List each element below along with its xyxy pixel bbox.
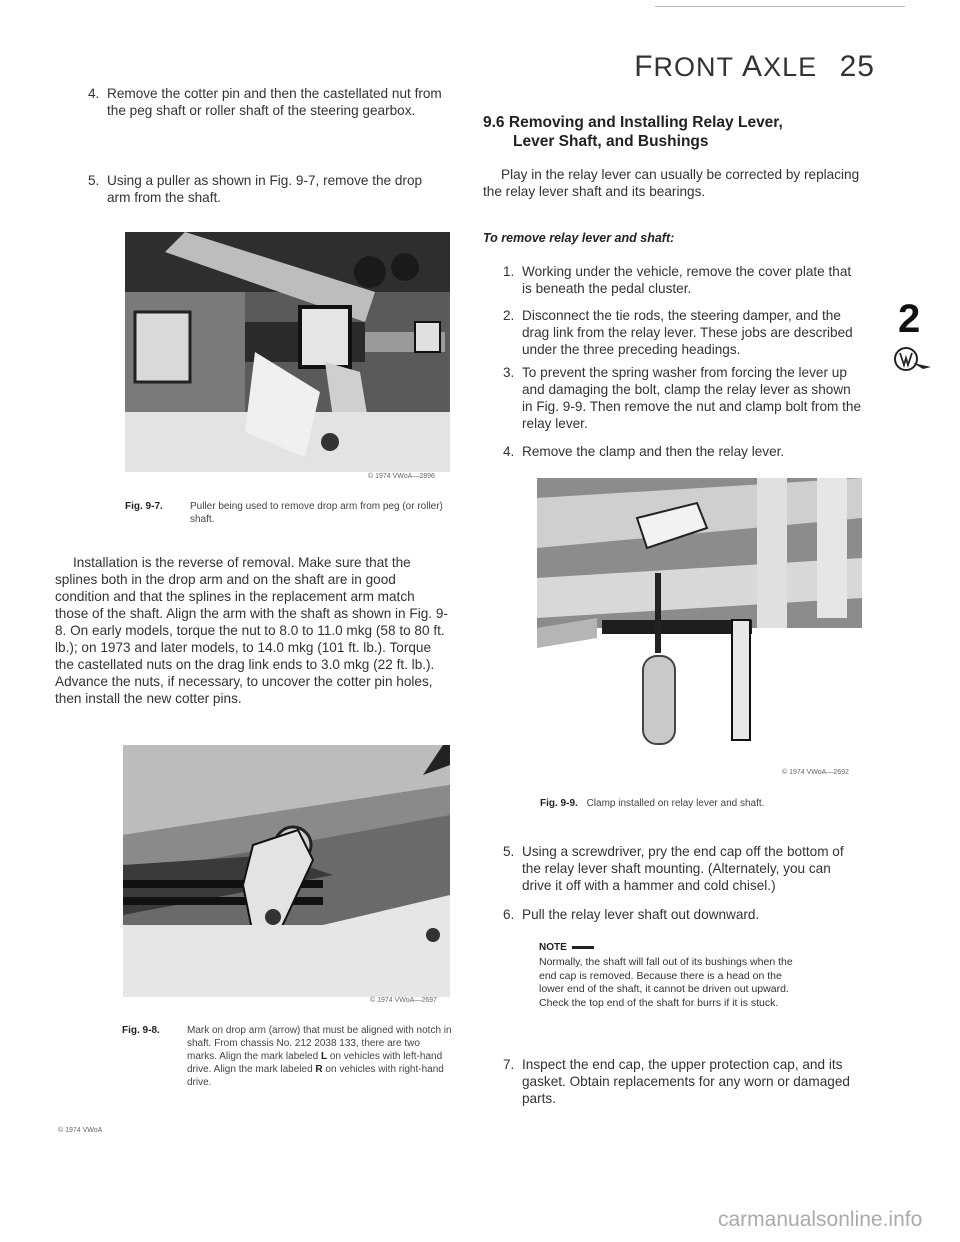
- mark-r: R: [315, 1064, 323, 1075]
- relay-clamp-photo: [537, 478, 862, 762]
- figure-9-9-credit: © 1974 VWoA—2692: [782, 769, 849, 776]
- step-number: 2.: [503, 308, 515, 323]
- figure-9-8-credit: © 1974 VWoA—2697: [370, 997, 437, 1004]
- figure-9-9-photo: [537, 478, 862, 762]
- figure-label: Fig. 9-9.: [540, 798, 578, 809]
- step-number: 5.: [88, 173, 100, 188]
- step-text: Disconnect the tie rods, the steering damper, and the drag link from the relay lever. These jobs are described under the three preceding headings.: [522, 308, 853, 357]
- figure-9-8-caption: [122, 1024, 452, 1088]
- step-text: Working under the vehicle, remove the cover plate that is beneath the pedal cluster.: [522, 264, 852, 296]
- installation-paragraph: Installation is the reverse of removal. Make sure that the splines both in the drop arm and on the shaft are in good condition and that the splines in the replacement arm match those of the shaft. Align the arm with the shaft as shown in Fig. 9-8. On early models, torque the nut to 8.0 to 11.0 mkg (58 to 80 ft. lb.); on 1973 and later models, to 14.0 mkg (101 ft. lb.). Torque the castellated nuts on the drag link ends to 3.0 mkg (22 ft. lb.). Advance the nuts, if necessary, to uncover the cotter pin holes, then install the new cotter pins.: [55, 555, 448, 706]
- figure-9-8-photo: [123, 745, 450, 997]
- header-initial-a: A: [742, 50, 764, 83]
- steering-puller-photo: [125, 232, 450, 472]
- header-word-axle: XLE: [763, 52, 818, 82]
- top-rule: [655, 6, 905, 7]
- step-text: Remove the clamp and then the relay lever.: [522, 444, 785, 459]
- header-word-front: RONT: [653, 52, 743, 82]
- section-title-line-2: Lever Shaft, and Bushings: [513, 133, 709, 150]
- caption-part: on vehicles with right-hand drive.: [187, 1064, 444, 1088]
- figure-caption-text: Puller being used to remove drop arm from peg (or roller) shaft.: [190, 501, 443, 525]
- footer-watermark: carmanualsonline.info: [718, 1208, 923, 1231]
- chapter-number: 2: [898, 297, 921, 341]
- caption-part: on vehicles with left-hand drive. Align the mark labeled: [187, 1051, 443, 1075]
- page-credit: © 1974 VWoA: [58, 1127, 103, 1134]
- note-heading: [539, 942, 594, 953]
- figure-9-7-caption: [125, 500, 455, 525]
- note-text: Normally, the shaft will fall out of its bushings when the end cap is removed. Because there is a head on the lower end of the shaft, it cannot be driven out upward. Check the top end of the shaft for burrs if it is stuck.: [539, 956, 793, 1009]
- page-header: [634, 50, 875, 84]
- figure-9-9-caption: [540, 797, 860, 810]
- step-number: 6.: [503, 907, 515, 922]
- vw-logo-icon: [893, 345, 933, 375]
- section-title: [483, 113, 873, 151]
- step-number: 3.: [503, 365, 515, 380]
- header-initial-f: F: [634, 50, 654, 83]
- procedure-subheading: To remove relay lever and shaft:: [483, 231, 675, 245]
- figure-caption-text: Clamp installed on relay lever and shaft.: [586, 798, 765, 809]
- step-text: Pull the relay lever shaft out downward.: [522, 907, 760, 922]
- page-number: 25: [839, 50, 875, 83]
- figure-9-7-credit: © 1974 VWoA—2896: [368, 473, 435, 480]
- step-number: 7.: [503, 1057, 515, 1072]
- note-title: NOTE: [539, 942, 567, 953]
- step-number: 5.: [503, 844, 515, 859]
- step-text: Remove the cotter pin and then the castellated nut from the peg shaft or roller shaft of the steering gearbox.: [107, 86, 442, 118]
- drop-arm-photo: [123, 745, 450, 997]
- step-number: 4.: [503, 444, 515, 459]
- mark-l: L: [320, 1051, 328, 1062]
- step-number: 1.: [503, 264, 515, 279]
- note-rule: [572, 946, 594, 949]
- section-number: 9.6: [483, 114, 505, 131]
- caption-part: Mark on drop arm (arrow) that must be aligned with notch in shaft. From chassis No. 212 2038 133, there are two marks. Align the mark labeled: [187, 1025, 452, 1062]
- figure-label: Fig. 9-7.: [125, 501, 163, 512]
- step-text: To prevent the spring washer from forcing the lever up and damaging the bolt, clamp the relay lever as shown in Fig. 9-9. Then remove the nut and clamp bolt from the relay lever.: [522, 365, 862, 431]
- figure-label: Fig. 9-8.: [122, 1025, 160, 1036]
- section-title-line-1: Removing and Installing Relay Lever,: [508, 114, 783, 131]
- figure-caption-text: [187, 1024, 452, 1089]
- section-intro: Play in the relay lever can usually be corrected by replacing the relay lever shaft and its bearings.: [483, 167, 860, 199]
- step-number: 4.: [88, 86, 100, 101]
- step-text: Using a puller as shown in Fig. 9-7, remove the drop arm from the shaft.: [107, 173, 423, 205]
- figure-9-7-photo: [125, 232, 450, 472]
- step-text: Inspect the end cap, the upper protection cap, and its gasket. Obtain replacements for any worn or damaged parts.: [522, 1057, 850, 1106]
- step-text: Using a screwdriver, pry the end cap off the bottom of the relay lever shaft mounting. (Alternately, you can drive it off with a hammer and cold chisel.): [522, 844, 844, 893]
